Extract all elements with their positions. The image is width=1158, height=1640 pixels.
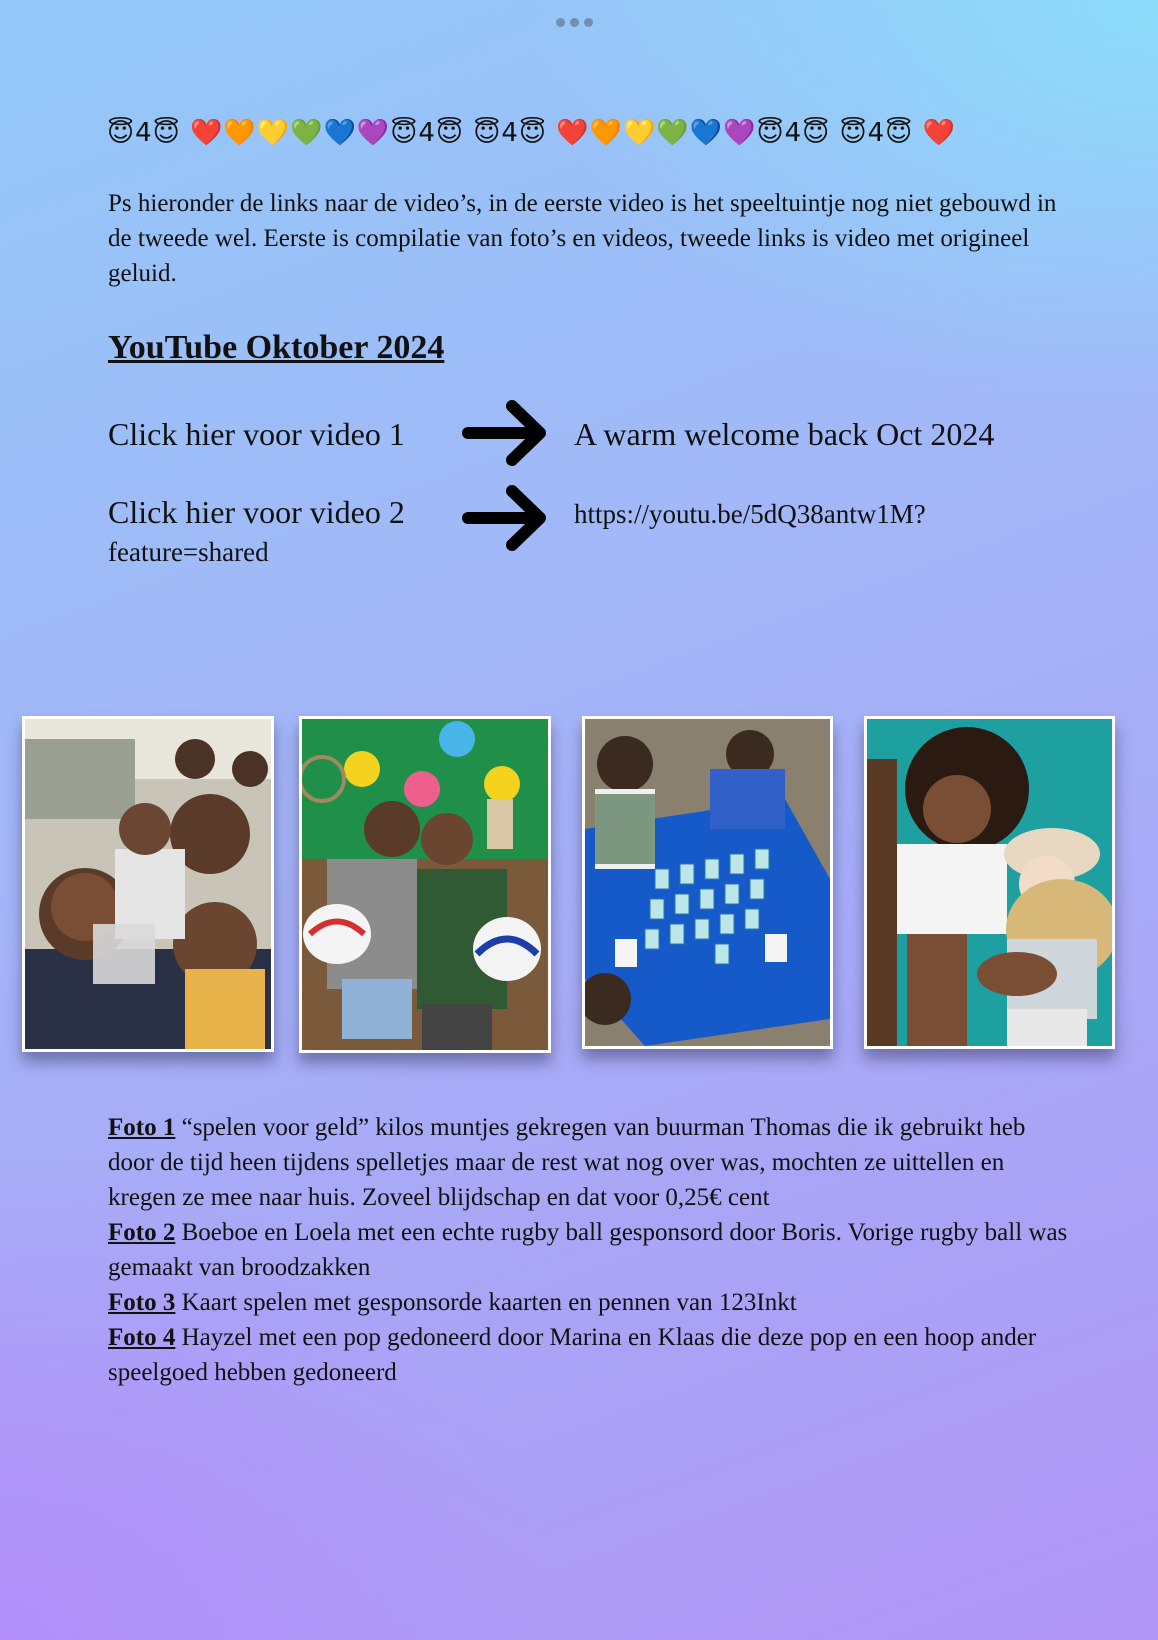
- caption-text: Boeboe en Loela met een echte rugby ball gesponsord door Boris. Vorige rugby ball was gemaakt van broodzakken: [108, 1219, 1068, 1281]
- caption-foto-2: [108, 1215, 1068, 1285]
- caption-text: Hayzel met een pop gedoneerd door Marina en Klaas die deze pop en een hoop ander speelgoed hebben gedoneerd: [108, 1324, 1037, 1386]
- right-arrow-icon: [462, 483, 552, 553]
- dot: [584, 18, 593, 27]
- caption-text: “spelen voor geld” kilos muntjes gekregen van buurman Thomas die ik gebruikt heb door de tijd heen tijdens spelletjes maar de rest wat nog over was, mochten ze uittellen en kregen ze mee naar huis. Zoveel blijdschap en dat voor 0,25€ cent: [108, 1114, 1026, 1211]
- caption-text: Kaart spelen met gesponsorde kaarten en pennen van 123Inkt: [175, 1289, 797, 1316]
- video-1-link[interactable]: Click hier voor video 1: [108, 416, 405, 452]
- dot: [556, 18, 565, 27]
- caption-foto-4: [108, 1320, 1068, 1390]
- video-2-url-link[interactable]: https://youtu.be/5dQ38antw1M?: [574, 499, 926, 529]
- intro-paragraph: Ps hieronder de links naar de video’s, in de eerste video is het speeltuintje nog niet gebouwd in de tweede wel. Eerste is compilatie van foto’s en videos, tweede links is video met origineel geluid.: [108, 190, 1057, 287]
- photo-1: [22, 716, 274, 1052]
- video-2-url-continued[interactable]: feature=shared: [108, 537, 269, 567]
- right-arrow-icon: [462, 398, 552, 468]
- video-2-link[interactable]: Click hier voor video 2: [108, 494, 405, 530]
- youtube-title: YouTube Oktober 2024: [108, 329, 445, 366]
- photo-4: [864, 716, 1115, 1049]
- caption-label: Foto 3: [108, 1289, 176, 1316]
- dot: [570, 18, 579, 27]
- video-1-title-link[interactable]: A warm welcome back Oct 2024: [574, 416, 995, 452]
- emoji-line: 😇4😇 ❤️🧡💛💚💙💜😇4😇 😇4😇 ❤️🧡💛💚💙💜😇4😇 😇4😇 ❤️: [107, 118, 956, 148]
- caption-label: Foto 4: [108, 1324, 176, 1351]
- caption-foto-3: [108, 1285, 1068, 1320]
- three-dots-icon[interactable]: [556, 18, 593, 27]
- caption-label: Foto 2: [108, 1219, 176, 1246]
- photo-2: [299, 716, 551, 1053]
- caption-label: Foto 1: [108, 1114, 176, 1141]
- captions: [108, 1110, 1068, 1390]
- caption-foto-1: [108, 1110, 1068, 1215]
- photo-3: [582, 716, 833, 1049]
